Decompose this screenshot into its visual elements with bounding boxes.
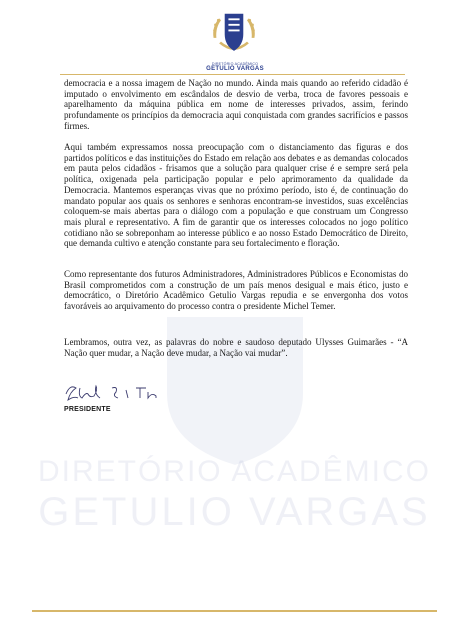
header-divider [60, 74, 405, 75]
org-name-line1: DIRETÓRIO ACADÊMICO [211, 62, 259, 66]
watermark-line1: DIRETÓRIO ACADÊMICO [37, 455, 432, 488]
signatory-role: PRESIDENTE [64, 406, 111, 413]
watermark-line2: GETULIO VARGAS [38, 490, 431, 534]
paragraph-2: Aqui também expressamos nossa preocupação com o distanciamento das figuras e dos partidos políticos e das instituições do Estado em relação aos debates e as demandas colocados em pauta pelos cidadãos - frisamos que a solução para qualquer crise é e sempre será pela política, oxigenada pela participação popular e pelo aprimoramento da qualidade da Democracia. Mantemos esperanças vivas que no próximo período, isto é, de continuação do mandato popular aos quais os senhores e senhoras encontram-se investidos, suas excelências coloquem-se mais abertas para o diálogo com a população e que construam um Congresso mais plural e representativo. A fim de garantir que os interesses colocados no jogo político cotidiano não se sobreponham ao interesse público e ao nosso Estado Democrático de Direito, que demanda cultivo e atenção constante para seu fortalecimento e floração. [64, 142, 408, 249]
footer-divider [32, 610, 437, 612]
org-name-line2: GETULIO VARGAS [206, 66, 264, 72]
paragraph-3: Como representante dos futuros Administradores, Administradores Públicos e Economistas do Brasil comprometidos com a construção de um país menos desigual e mais ético, justo e democrático, o Diretório Acadêmico Getulio Vargas repudia e se envergonha dos votos favoráveis ao arquivamento do processo contra o presidente Michel Temer. [64, 269, 408, 312]
paragraph-1: democracia e a nossa imagem de Nação no mundo. Ainda mais quando ao referido cidadão é imputado o envolvimento em escândalos de desvio de verba, troca de favores pessoais e aparelhamento da máquina pública em nome de interesses privados, assim, ferindo profundamente os princípios da democracia aqui conquistada com grandes sacrifícios e passos firmes. [64, 78, 408, 131]
org-logo-icon [206, 10, 262, 62]
paragraph-4: Lembramos, outra vez, as palavras do nobre e saudoso deputado Ulysses Guimarães - “A Nação quer mudar, a Nação deve mudar, a Nação vai mudar”. [64, 337, 408, 358]
